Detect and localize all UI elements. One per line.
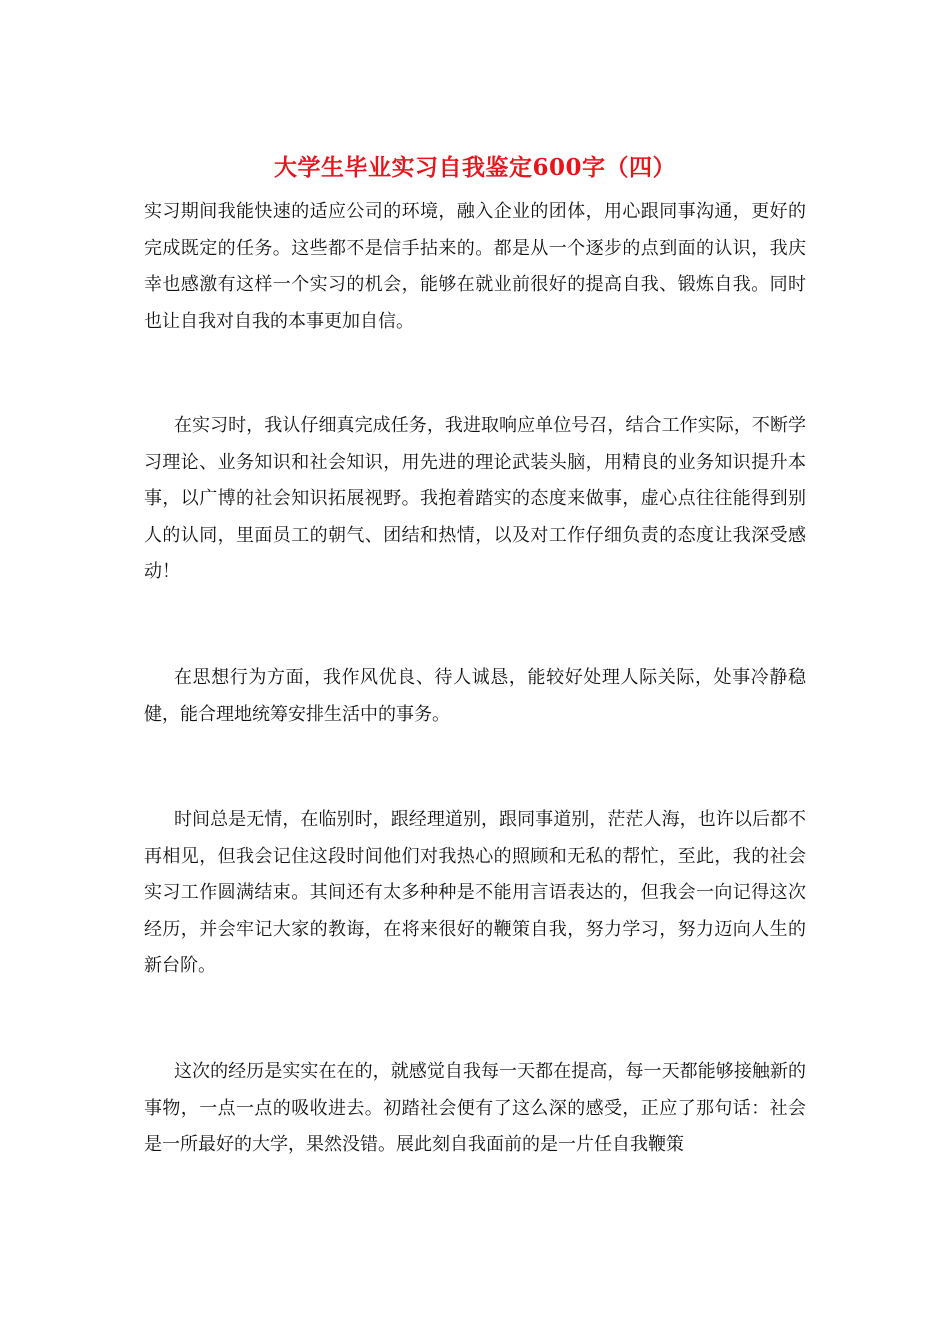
paragraph-2: 在实习时，我认仔细真完成任务，我进取响应单位号召，结合工作实际，不断学习理论、业务知识和社会知识，用先进的理论武装头脑，用精良的业务知识提升本事，以广博的社会知识拓展视野。我抱着踏实的态度来做事，虚心点往往能得到别人的认同，里面员工的朝气、团结和热情，以及对工作仔细负责的态度让我深受感动！: [144, 415, 806, 582]
paragraph-1: 实习期间我能快速的适应公司的环境，融入企业的团体，用心跟同事沟通，更好的完成既定的任务。这些都不是信手拈来的。都是从一个逐步的点到面的认识，我庆幸也感激有这样一个实习的机会，能够在就业前很好的提高自我、锻炼自我。同时也让自我对自我的本事更加自信。: [144, 201, 806, 332]
paragraph-5: 这次的经历是实实在在的，就感觉自我每一天都在提高，每一天都能够接触新的事物，一点一点的吸收进去。初踏社会便有了这么深的感受，正应了那句话：社会是一所最好的大学，果然没错。展此刻自我面前的是一片任自我鞭策: [144, 1061, 806, 1155]
paragraph-4: 时间总是无情，在临别时，跟经理道别，跟同事道别，茫茫人海，也许以后都不再相见，但我会记住这段时间他们对我热心的照顾和无私的帮忙，至此，我的社会实习工作圆满结束。其间还有太多种种是不能用言语表达的，但我会一向记得这次经历，并会牢记大家的教诲，在将来很好的鞭策自我，努力学习，努力迈向人生的新台阶。: [144, 809, 806, 976]
document-title: 大学生毕业实习自我鉴定600字（四）: [273, 154, 676, 181]
paragraph-3: 在思想行为方面，我作风优良、待人诚恳，能较好处理人际关际，处事冷静稳健，能合理地统筹安排生活中的事务。: [144, 667, 806, 725]
